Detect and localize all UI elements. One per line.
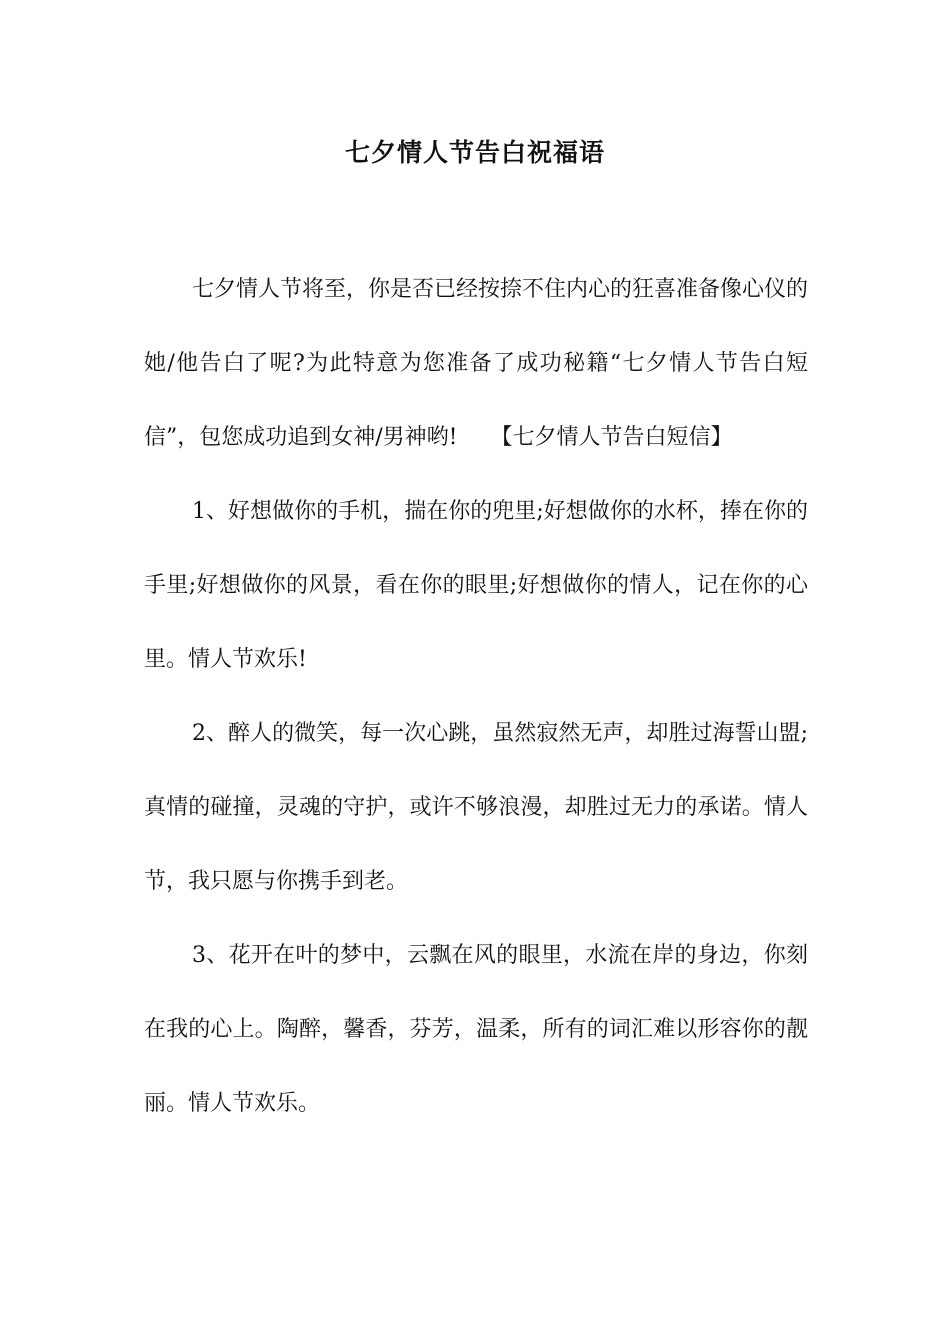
- document-body: [144, 253, 808, 1141]
- message-paragraph-2: 2、醉人的微笑，每一次心跳，虽然寂然无声，却胜过海誓山盟;真情的碰撞，灵魂的守护，或许不够浪漫，却胜过无力的承诺。情人节，我只愿与你携手到老。: [144, 721, 808, 894]
- intro-paragraph: 七夕情人节将至，你是否已经按捺不住内心的狂喜准备像心仪的她/他告白了呢?为此特意为您准备了成功秘籍“七夕情人节告白短信”，包您成功追到女神/男神哟! 【七夕情人节告白短信】: [144, 277, 809, 450]
- message-paragraph-1: 1、好想做你的手机，揣在你的兜里;好想做你的水杯，捧在你的手里;好想做你的风景，看在你的眼里;好想做你的情人，记在你的心里。情人节欢乐!: [144, 499, 808, 672]
- document-title: 七夕情人节告白祝福语: [344, 138, 605, 167]
- message-paragraph-3: 3、花开在叶的梦中，云飘在风的眼里，水流在岸的身边，你刻在我的心上。陶醉，馨香，芬芳，温柔，所有的词汇难以形容你的靓丽。情人节欢乐。: [144, 943, 808, 1116]
